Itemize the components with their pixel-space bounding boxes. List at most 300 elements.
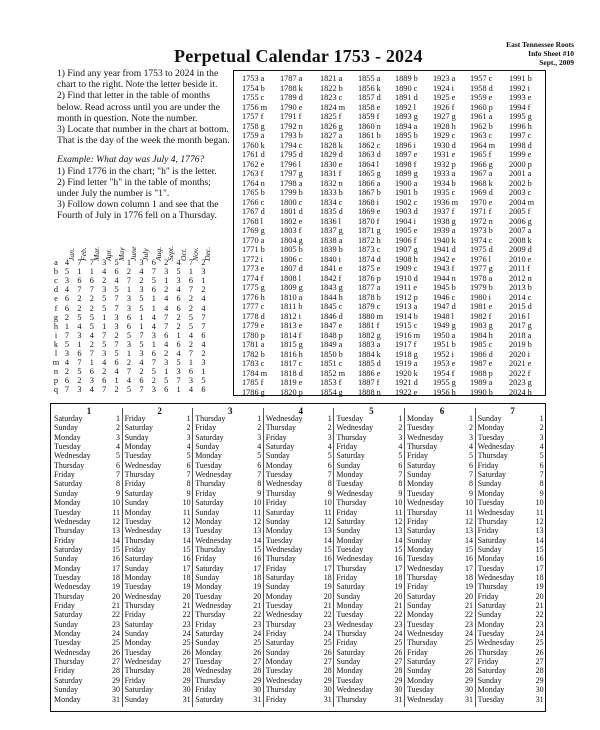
year-entry: 1760 k [242,140,265,150]
month-number: 7 [164,312,169,322]
month-number: 1 [102,321,107,331]
year-entry: 1818 d [280,368,303,378]
day-number: 4 [398,442,403,452]
weekday-name: Wednesday [477,442,515,452]
weekday-name: Wednesday [407,563,444,573]
year-entry: 1810 a [280,292,303,302]
weekday-name: Tuesday [407,488,434,498]
day-number: 24 [394,629,403,639]
month-number: 7 [201,312,206,322]
year-entry: 1983 g [470,321,493,330]
weekday-name: Thursday [336,432,367,442]
year-entry: 1762 e [242,159,265,169]
day-number: 22 [112,610,120,620]
month-number: 6 [114,358,119,368]
day-number: 2 [469,423,473,433]
year-entry: 1904 i [395,216,416,226]
day-number: 29 [253,675,262,685]
day-number: 22 [182,610,191,620]
info-sheet-number: Info Sheet #10 [528,49,574,58]
day-number: 13 [112,526,120,536]
year-entry: 1887 f [358,378,380,387]
year-entry: 1941 d [433,245,456,254]
month-number: 5 [102,294,107,304]
weekday-name: Thursday [124,535,155,545]
weekday-name: Monday [336,535,364,545]
year-entry: 1920 k [395,368,418,378]
year-entry: 1868 i [358,197,379,207]
year-entry: 1770 a [242,235,265,245]
day-number: 14 [535,535,544,545]
year-entry: 1771 b [242,245,265,254]
year-entry: 1888 n [358,387,381,397]
day-number: 7 [257,470,262,480]
year-entry: 1819 e [280,378,303,387]
month-number: 5 [151,367,156,377]
day-column-header: 1 [86,406,92,416]
weekday-name: Wednesday [54,647,91,657]
day-number: 16 [535,554,544,564]
year-entry: 1946 c [433,292,456,302]
year-entry: 1817 c [280,359,303,368]
month-number: 3 [114,312,119,322]
weekday-name: Sunday [477,675,502,685]
day-number: 20 [182,591,191,601]
day-number: 27 [182,657,191,667]
year-entry: 1919 a [395,359,418,368]
year-entry: 1847 e [320,321,343,330]
year-entry: 1834 c [320,197,343,207]
month-number: 3 [151,330,156,340]
year-entry: 1890 c [395,83,418,93]
year-entry: 1839 b [320,245,343,254]
month-number: 5 [64,267,70,277]
day-number: 5 [116,451,120,461]
year-entry: 1925 e [433,93,456,102]
month-number: 1 [77,267,82,277]
year-entry: 1937 f [433,207,455,216]
weekday-name: Saturday [124,554,154,564]
month-number: 1 [151,303,156,313]
month-number: 5 [114,258,119,267]
day-number: 17 [323,563,332,573]
year-entry: 1787 a [280,74,303,83]
day-number: 7 [469,470,473,480]
year-entry: 1830 e [320,159,343,169]
month-number: 6 [188,367,194,377]
month-number: 2 [89,339,94,349]
weekday-name: Saturday [477,535,507,545]
day-number: 26 [394,647,403,657]
weekday-name: Sunday [54,488,78,498]
weekday-name: Monday [407,479,434,489]
month-number: 6 [64,294,70,304]
year-entry: 1892 l [395,102,416,112]
weekday-name: Friday [54,601,75,610]
weekday-name: Monday [477,554,505,564]
weekday-name: Saturday [124,488,154,498]
month-number: 6 [151,349,156,358]
weekday-name: Sunday [407,666,431,676]
weekday-name: Sunday [54,423,78,433]
year-entry: 1991 b [509,74,532,83]
year-entry: 1757 f [242,112,264,121]
year-entry: 1792 n [280,121,303,131]
day-number: 3 [327,432,332,442]
weekday-name: Saturday [336,582,365,592]
day-number: 4 [539,442,544,452]
year-entry: 1753 a [242,74,265,83]
day-number: 13 [465,526,473,536]
year-entry: 2017 g [509,321,532,330]
day-number: 8 [539,479,544,489]
weekday-name: Monday [336,601,364,610]
year-entry: 1778 d [242,311,265,321]
year-entry: 1894 a [395,121,418,131]
month-number: 3 [139,285,144,295]
year-entry: 2008 k [509,235,532,245]
weekday-name: Sunday [336,460,361,470]
month-number: 6 [89,276,94,286]
month-number: 2 [164,258,169,267]
year-entry: 1809 g [280,283,303,292]
day-number: 6 [398,460,403,470]
year-entry: 1769 g [242,226,265,235]
weekday-name: Friday [477,460,499,470]
day-number: 2 [327,423,332,433]
month-number: 2 [114,330,119,340]
month-number: 2 [201,285,206,295]
day-number: 1 [257,414,262,423]
year-entry: 1867 b [358,188,381,197]
month-number: 2 [139,276,144,286]
month-number: 7 [114,294,119,304]
weekday-name: Thursday [265,423,297,433]
month-number: 7 [151,267,156,277]
month-number: 4 [164,339,169,349]
page-title: Perpetual Calendar 1753 - 2024 [174,46,423,66]
day-number: 6 [116,460,120,470]
month-number: 5 [126,385,132,395]
year-entry: 1766 c [242,197,265,207]
month-number: 2 [89,294,94,304]
year-entry: 1848 p [320,330,343,340]
weekday-name: Thursday [407,572,438,582]
day-number: 20 [465,591,473,601]
weekday-name: Thursday [407,442,438,452]
year-entry: 1852 m [320,368,346,378]
weekday-name: Friday [407,582,428,592]
year-entry: 1800 c [280,197,303,207]
year-entry: 1921 d [395,378,418,387]
year-entry: 1901 b [395,188,418,197]
year-entry: 1858 e [358,102,381,112]
year-entry: 1962 b [470,121,493,131]
day-number: 30 [465,685,473,695]
weekday-name: Saturday [336,451,365,461]
year-entry: 1860 n [358,121,381,131]
column-divider [333,408,334,707]
weekday-name: Wednesday [195,601,232,610]
month-number: 5 [188,312,194,322]
day-number: 12 [394,516,403,526]
year-entry: 2022 f [509,368,531,378]
year-entry: 1913 a [395,302,418,311]
year-entry: 1853 f [320,378,342,387]
day-number: 5 [257,451,262,461]
month-number: 4 [201,303,206,313]
day-number: 13 [253,526,262,536]
year-entry: 1948 l [433,311,454,321]
weekday-name: Tuesday [336,479,364,489]
month-number: 7 [102,385,107,395]
year-entry: 1799 b [280,188,303,197]
month-number: 4 [102,267,107,277]
month-number: 1 [102,312,107,322]
month-number: 6 [164,330,169,340]
day-number: 23 [182,619,191,629]
year-entry: 1988 p [470,368,493,378]
year-entry: 1961 a [470,112,493,121]
month-number: 7 [64,385,70,395]
day-number: 25 [394,638,403,648]
weekday-name: Thursday [124,601,155,610]
month-number: 3 [102,258,107,267]
year-entry: 1881 f [358,321,380,330]
year-entry: 1876 p [358,273,381,283]
year-entry: 1986 d [470,349,493,359]
year-entry: 1885 d [358,359,381,368]
year-entry: 1862 c [358,140,381,150]
weekday-name: Sunday [124,629,149,639]
year-entry: 1816 h [280,349,303,359]
weekday-name: Monday [477,619,505,629]
month-number: 6 [64,376,70,386]
year-entry: 1763 f [242,169,264,178]
day-number: 20 [323,591,332,601]
year-entry: 2011 f [509,264,531,273]
month-number: 3 [64,349,70,358]
day-number: 24 [323,629,332,639]
day-number: 11 [253,507,262,517]
year-entry: 1801 d [280,207,303,216]
day-number: 21 [253,601,262,610]
year-entry: 1909 c [395,264,418,273]
day-number: 24 [182,629,191,639]
weekday-name: Sunday [54,554,78,564]
year-entry: 1788 k [280,83,303,93]
weekday-name: Wednesday [477,638,515,648]
month-number: 1 [201,276,206,286]
year-entry: 1939 a [433,226,456,235]
year-entry: 1966 g [470,159,493,169]
month-number: 7 [201,321,206,331]
month-number: 1 [151,339,156,349]
column-divider [192,408,193,707]
month-number: 3 [139,349,144,358]
day-number: 10 [253,498,262,508]
year-entry: 1956 h [433,387,456,397]
weekday-name: Wednesday [195,535,232,545]
day-number: 14 [253,535,262,545]
year-entry: 1982 f [470,311,492,321]
day-number: 23 [253,619,262,629]
month-number: 1 [139,321,144,331]
year-entry: 2006 g [509,216,532,226]
weekday-name: Friday [195,423,217,433]
year-entry: 1870 f [358,216,380,226]
day-number: 4 [469,442,473,452]
day-number: 30 [535,685,544,695]
month-header: May [116,247,126,261]
year-entry: 1972 n [470,216,493,226]
day-number: 12 [253,516,262,526]
day-number: 31 [394,694,403,704]
month-number: 3 [139,258,144,267]
month-header: Dec. [203,246,213,261]
month-number: 4 [77,321,82,331]
instruction-step: 3) Locate that number in the chart at bottom. That is the day of the week the month began. [57,124,230,147]
column-divider [404,408,405,707]
year-entry: 1859 f [358,112,380,121]
weekday-name: Monday [336,470,364,480]
month-number: 4 [64,285,70,295]
column-divider [263,408,264,707]
day-number: 26 [182,647,191,657]
weekday-name: Tuesday [407,619,434,629]
year-entry: 1927 g [433,112,456,121]
year-entry: 1938 g [433,216,456,226]
day-number: 11 [112,507,120,517]
month-number: 7 [89,285,94,295]
weekday-name: Tuesday [195,460,223,470]
month-number: 4 [64,258,70,267]
month-number: 2 [77,303,82,313]
day-number: 1 [327,414,332,423]
day-number: 27 [253,657,262,667]
day-number: 22 [323,610,332,620]
year-entry: 1786 g [242,387,265,397]
weekday-name: Saturday [195,694,224,704]
month-number: 6 [176,339,181,349]
year-entry: 1869 e [358,207,381,216]
day-number: 4 [327,442,332,452]
weekday-name: Friday [407,451,428,461]
year-entry: 2000 p [509,159,532,169]
day-number: 24 [112,629,120,639]
month-number: 1 [126,258,132,267]
weekday-name: Friday [124,479,146,489]
day-number: 8 [186,479,191,489]
day-number: 7 [186,470,191,480]
month-number: 2 [64,312,70,322]
day-number: 12 [112,516,120,526]
day-number: 28 [323,666,332,676]
year-entry: 1832 n [320,178,343,188]
weekday-name: Wednesday [195,666,232,676]
year-entry: 1998 d [509,140,532,150]
year-entry: 1831 f [320,169,342,178]
month-number: 2 [188,303,194,313]
weekday-name: Wednesday [265,675,303,685]
year-entry: 1776 h [242,292,265,302]
weekday-name: Thursday [54,591,85,601]
month-number: 7 [89,349,94,358]
year-entry: 1896 i [395,140,416,150]
day-number: 18 [182,572,191,582]
month-number: 4 [164,294,169,304]
day-number: 6 [186,460,191,470]
year-entry: 1829 d [320,150,343,159]
month-number: 6 [176,303,181,313]
weekday-name: Monday [124,638,152,648]
month-number: 5 [114,285,119,295]
weekday-name: Tuesday [195,657,223,667]
year-entry: 1849 a [320,340,343,349]
day-number: 8 [116,479,120,489]
weekday-name: Friday [407,647,428,657]
month-number: 2 [188,339,194,349]
day-number: 15 [535,544,544,554]
weekday-name: Monday [124,442,152,452]
day-number: 26 [253,647,262,657]
month-number: 3 [188,376,194,386]
month-number: 5 [89,321,94,331]
year-entry: 1846 d [320,311,343,321]
year-entry: 1902 c [395,197,418,207]
weekday-name: Friday [265,432,287,442]
weekday-name: Friday [477,591,499,601]
day-column-header: 3 [227,406,233,416]
year-entry: 1912 p [395,292,418,302]
weekday-name: Saturday [54,544,83,554]
day-number: 19 [394,582,403,592]
day-number: 31 [465,694,473,704]
year-entry: 1822 b [320,83,343,93]
year-entry: 1952 i [433,349,454,359]
month-number: 7 [176,376,181,386]
day-number: 19 [112,582,120,592]
weekday-name: Tuesday [477,694,505,704]
day-number: 27 [465,657,473,667]
month-number: 1 [176,385,181,395]
day-number: 14 [394,535,403,545]
weekday-name: Tuesday [265,535,293,545]
year-entry: 1979 b [470,283,493,292]
weekday-name: Thursday [407,638,438,648]
month-number: 1 [114,376,119,386]
weekday-name: Sunday [195,572,220,582]
month-number: 3 [102,349,107,358]
month-number: 6 [201,385,206,395]
year-entry: 1779 e [242,321,265,330]
weekday-name: Monday [54,498,81,508]
day-number: 10 [535,498,544,508]
year-entry: 1934 b [433,178,456,188]
day-number: 28 [535,666,544,676]
year-entry: 1793 b [280,131,303,140]
year-entry: 1958 d [470,83,493,93]
weekday-name: Saturday [195,432,224,442]
day-number: 10 [182,498,191,508]
weekday-name: Tuesday [195,591,223,601]
month-number: 3 [164,267,169,277]
weekday-name: Sunday [336,526,361,536]
day-number: 3 [469,432,473,442]
year-entry: 1882 g [358,330,381,340]
weekday-name: Tuesday [336,675,364,685]
month-number: 5 [176,358,181,368]
